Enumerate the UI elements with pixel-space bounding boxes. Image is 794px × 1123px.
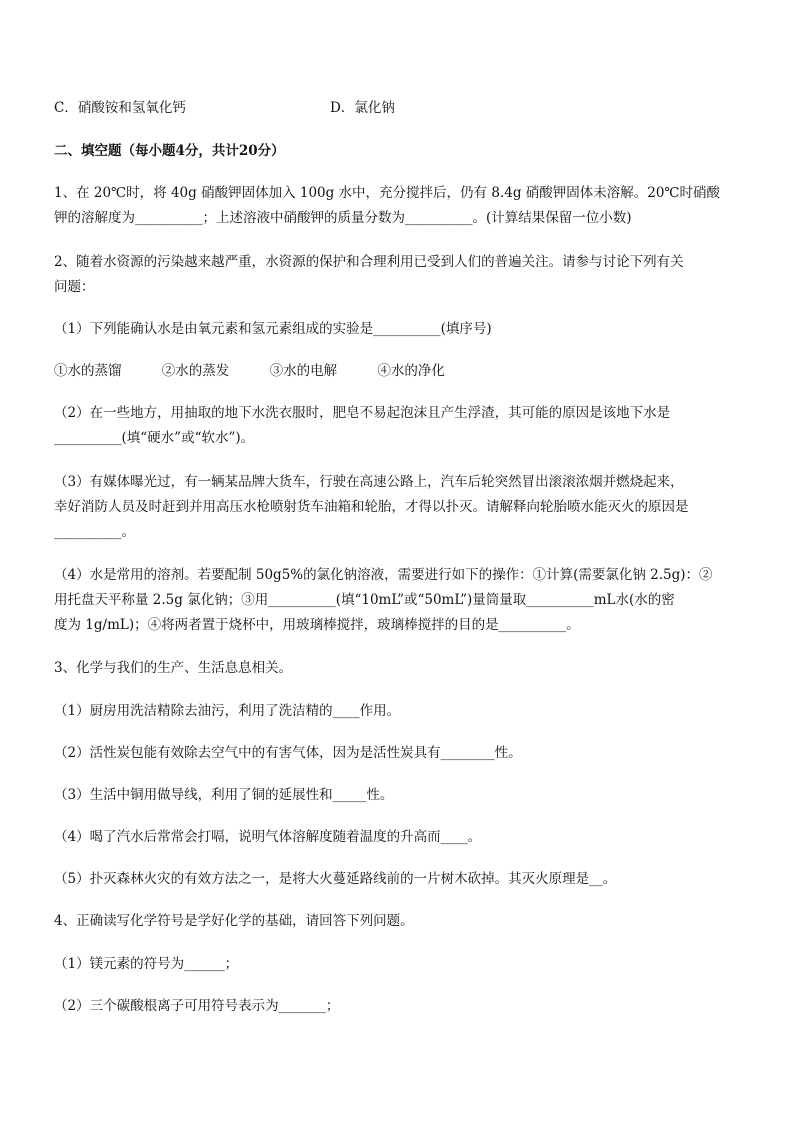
q3-sub3: （3）生活中铜用做导线，利用了铜的延展性和_____性。 — [54, 787, 394, 803]
q3-line-1: 3、化学与我们的生产、生活息息相关。 — [54, 660, 293, 676]
q4-sub2: （2）三个碳酸根离子可用符号表示为_______； — [54, 998, 340, 1014]
q1-line-2: 钾的溶解度为__________；上述溶液中硝酸钾的质量分数为__________。(计算结果保留一位小数) — [54, 210, 632, 226]
q2-sub3-line-1: （3）有媒体曝光过，有一辆某品牌大货车，行驶在高速公路上，汽车后轮突然冒出滚滚浓烟并燃烧起来， — [54, 474, 684, 490]
q3-sub1: （1）厨房用洗洁精除去油污，利用了洗洁精的____作用。 — [54, 703, 401, 719]
option-1: ①水的蒸馏 — [54, 363, 122, 379]
q3-sub5: （5）扑灭森林火灾的有效方法之一，是将大火蔓延路线前的一片树木砍掉。其灭火原理是__。 — [54, 871, 617, 887]
choice-d: D．氯化钠 — [330, 100, 395, 116]
q2-options — [54, 362, 754, 380]
q2-sub3-line-3: __________。 — [54, 524, 135, 540]
q2-sub3-line-2: 幸好消防人员及时赶到并用高压水枪喷射货车油箱和轮胎，才得以扑灭。请解释向轮胎喷水能灭火的原因是 — [54, 499, 689, 515]
section-title: 二、填空题（每小题4分，共计20分） — [54, 143, 285, 159]
q2-line-2: 问题： — [54, 279, 95, 295]
choice-c: C．硝酸铵和氢氧化钙 — [54, 100, 186, 116]
option-3: ③水的电解 — [269, 363, 338, 379]
q2-sub1: （1）下列能确认水是由氧元素和氢元素组成的实验是__________(填序号) — [54, 321, 492, 337]
q4-line-1: 4、正确读写化学符号是学好化学的基础，请回答下列问题。 — [54, 913, 414, 929]
q3-sub4: （4）喝了汽水后常常会打嗝，说明气体溶解度随着温度的升高而____。 — [54, 829, 482, 845]
q2-sub4-line-1: （4）水是常用的溶剂。若要配制 50g5%的氯化钠溶液，需要进行如下的操作：①计算(需要氯化钠 2.5g)：② — [54, 567, 713, 583]
q3-sub2: （2）活性炭包能有效除去空气中的有害气体，因为是活性炭具有________性。 — [54, 745, 522, 761]
q2-sub2-line-2: __________(填“硬水”或“软水”)。 — [54, 430, 255, 446]
q4-sub1: （1）镁元素的符号为______； — [54, 956, 239, 972]
option-4: ④水的净化 — [377, 363, 445, 379]
q2-line-1: 2、随着水资源的污染越来越严重，水资源的保护和合理利用已受到人们的普遍关注。请参与讨论下列有关 — [54, 254, 684, 270]
q1-line-1: 1、在 20℃时，将 40g 硝酸钾固体加入 100g 水中，充分搅拌后，仍有 8.4g 硝酸钾固体未溶解。20℃时硝酸 — [54, 185, 721, 201]
q2-sub4-line-3: 度为 1g/mL)；④将两者置于烧杯中，用玻璃棒搅拌，玻璃棒搅拌的目的是__________。 — [54, 617, 580, 633]
q2-sub4-line-2: 用托盘天平称量 2.5g 氯化钠；③用__________(填“10mL”或“50mL”)量筒量取__________mL水(水的密 — [54, 592, 675, 608]
q2-sub2-line-1: （2）在一些地方，用抽取的地下水洗衣服时，肥皂不易起泡沫且产生浮渣，其可能的原因是该地下水是 — [54, 405, 671, 421]
option-2: ②水的蒸发 — [161, 363, 230, 379]
